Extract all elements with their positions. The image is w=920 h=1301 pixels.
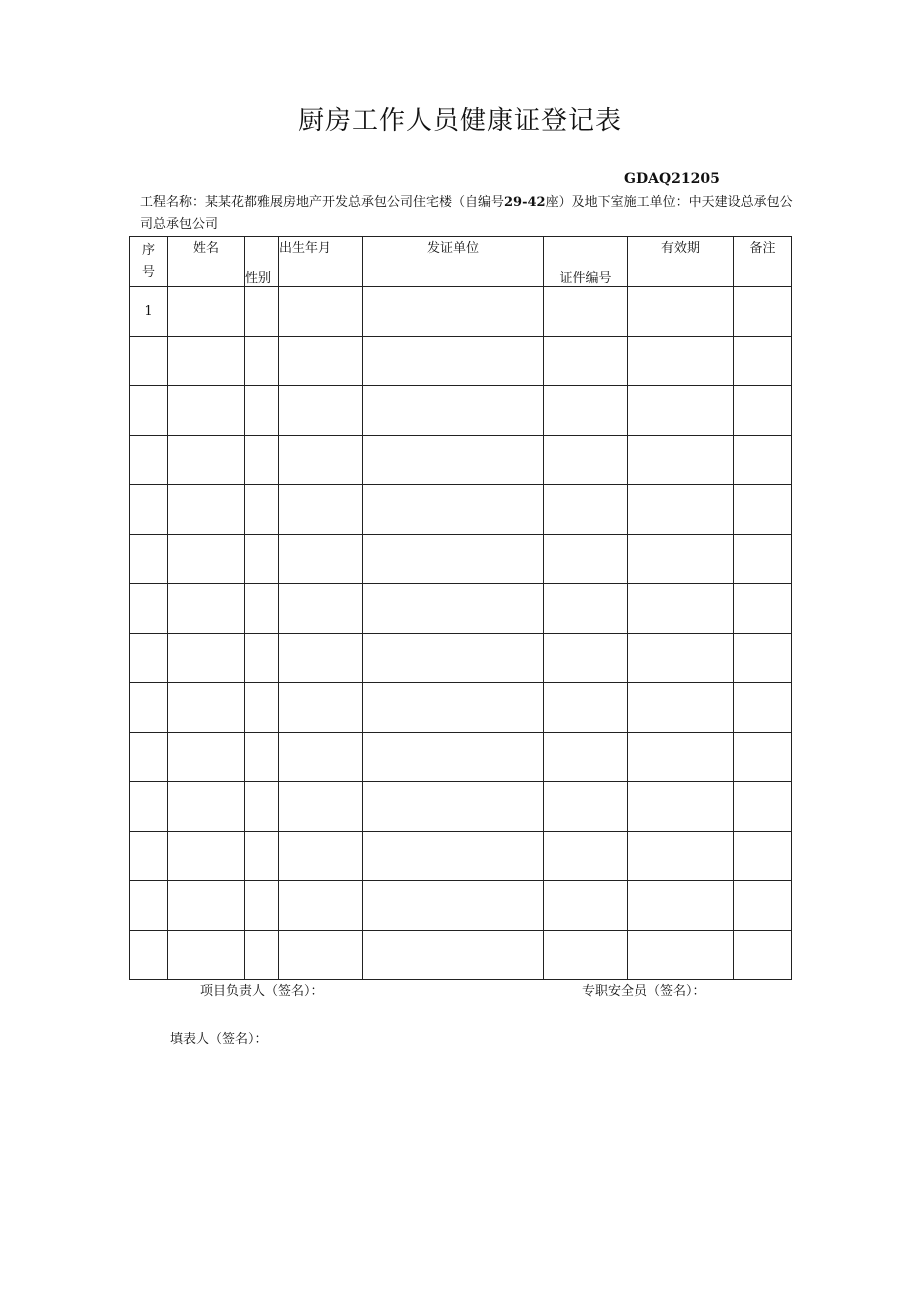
- cell-cert-no: [544, 584, 628, 634]
- cell-remark: [734, 336, 792, 386]
- cell-name: [168, 534, 245, 584]
- cell-valid: [628, 881, 734, 931]
- cell-birth: [279, 930, 363, 980]
- cell-valid: [628, 732, 734, 782]
- page-title: 厨房工作人员健康证登记表: [297, 106, 622, 136]
- cell-issuer: [363, 831, 544, 881]
- cell-issuer: [363, 336, 544, 386]
- header-remark: 备注: [734, 237, 792, 287]
- cell-valid: [628, 386, 734, 436]
- cell-cert-no: [544, 534, 628, 584]
- cell-valid: [628, 930, 734, 980]
- cell-seq: [130, 831, 168, 881]
- cell-seq: [130, 683, 168, 733]
- cell-birth: [279, 435, 363, 485]
- cell-name: [168, 782, 245, 832]
- cell-cert-no: [544, 485, 628, 535]
- cell-valid: [628, 683, 734, 733]
- cell-sex: [245, 287, 279, 337]
- cell-sex: [245, 732, 279, 782]
- cell-remark: [734, 435, 792, 485]
- cell-name: [168, 485, 245, 535]
- cell-seq: [130, 534, 168, 584]
- cell-birth: [279, 336, 363, 386]
- cell-remark: [734, 683, 792, 733]
- cell-valid: [628, 287, 734, 337]
- cell-seq: 1: [130, 287, 168, 337]
- cell-name: [168, 584, 245, 634]
- cell-sex: [245, 485, 279, 535]
- table-row: [130, 633, 792, 683]
- project-prefix: 工程名称：某某花都雅展房地产开发总承包公司住宅楼（自编号: [140, 195, 505, 210]
- table-row: [130, 782, 792, 832]
- project-suffix: 座）及地下室施工单位：中天建设总承包公司总承包公司: [140, 195, 793, 232]
- cell-birth: [279, 732, 363, 782]
- header-birth: 出生年月: [279, 237, 363, 287]
- cell-cert-no: [544, 336, 628, 386]
- cell-name: [168, 831, 245, 881]
- cell-seq: [130, 930, 168, 980]
- table-row: [130, 683, 792, 733]
- table-row: [130, 584, 792, 634]
- cell-seq: [130, 584, 168, 634]
- cell-cert-no: [544, 930, 628, 980]
- cell-remark: [734, 386, 792, 436]
- cell-seq: [130, 386, 168, 436]
- cell-sex: [245, 534, 279, 584]
- table-row: [130, 336, 792, 386]
- cell-name: [168, 435, 245, 485]
- cell-sex: [245, 336, 279, 386]
- cell-valid: [628, 831, 734, 881]
- cell-cert-no: [544, 435, 628, 485]
- project-info: [140, 192, 800, 236]
- cell-valid: [628, 435, 734, 485]
- cell-valid: [628, 782, 734, 832]
- cell-sex: [245, 683, 279, 733]
- cell-remark: [734, 534, 792, 584]
- header-name: 姓名: [168, 237, 245, 287]
- cell-cert-no: [544, 782, 628, 832]
- cell-seq: [130, 336, 168, 386]
- cell-issuer: [363, 930, 544, 980]
- cell-issuer: [363, 584, 544, 634]
- cell-cert-no: [544, 683, 628, 733]
- cell-remark: [734, 584, 792, 634]
- header-validity: 有效期: [628, 237, 734, 287]
- table-row: [130, 386, 792, 436]
- cell-sex: [245, 386, 279, 436]
- cell-sex: [245, 782, 279, 832]
- cell-birth: [279, 485, 363, 535]
- project-number: 29-42: [504, 195, 546, 210]
- registration-table: [129, 236, 792, 980]
- cell-issuer: [363, 683, 544, 733]
- header-cert-no: 证件编号: [544, 237, 628, 287]
- cell-birth: [279, 534, 363, 584]
- cell-sex: [245, 930, 279, 980]
- cell-valid: [628, 584, 734, 634]
- table-row: [130, 485, 792, 535]
- cell-seq: [130, 881, 168, 931]
- cell-seq: [130, 782, 168, 832]
- cell-cert-no: [544, 831, 628, 881]
- cell-birth: [279, 287, 363, 337]
- document-code: GDAQ21205: [624, 171, 720, 187]
- header-row: [130, 237, 792, 287]
- cell-seq: [130, 633, 168, 683]
- cell-issuer: [363, 732, 544, 782]
- cell-valid: [628, 534, 734, 584]
- cell-seq: [130, 485, 168, 535]
- cell-remark: [734, 831, 792, 881]
- cell-birth: [279, 881, 363, 931]
- cell-name: [168, 881, 245, 931]
- cell-birth: [279, 782, 363, 832]
- cell-birth: [279, 584, 363, 634]
- cell-name: [168, 930, 245, 980]
- cell-remark: [734, 732, 792, 782]
- cell-name: [168, 336, 245, 386]
- cell-issuer: [363, 287, 544, 337]
- cell-remark: [734, 485, 792, 535]
- cell-cert-no: [544, 732, 628, 782]
- cell-issuer: [363, 534, 544, 584]
- header-seq-line1: 序: [141, 242, 155, 258]
- cell-birth: [279, 831, 363, 881]
- cell-remark: [734, 881, 792, 931]
- header-sex: 性别: [245, 237, 279, 287]
- header-issuer: 发证单位: [363, 237, 544, 287]
- cell-sex: [245, 584, 279, 634]
- cell-name: [168, 683, 245, 733]
- cell-issuer: [363, 881, 544, 931]
- table-row: [130, 534, 792, 584]
- table-row: [130, 831, 792, 881]
- cell-birth: [279, 633, 363, 683]
- cell-sex: [245, 831, 279, 881]
- table-row: [130, 435, 792, 485]
- cell-seq: [130, 732, 168, 782]
- header-seq: [130, 237, 168, 287]
- cell-cert-no: [544, 881, 628, 931]
- cell-valid: [628, 633, 734, 683]
- safety-officer-signature: 专职安全员（签名）：: [582, 984, 706, 999]
- cell-issuer: [363, 386, 544, 436]
- cell-sex: [245, 881, 279, 931]
- cell-remark: [734, 782, 792, 832]
- cell-cert-no: [544, 386, 628, 436]
- cell-cert-no: [544, 633, 628, 683]
- cell-name: [168, 633, 245, 683]
- cell-valid: [628, 336, 734, 386]
- cell-birth: [279, 386, 363, 436]
- table-row: [130, 881, 792, 931]
- cell-remark: [734, 930, 792, 980]
- cell-remark: [734, 633, 792, 683]
- cell-issuer: [363, 435, 544, 485]
- project-manager-signature: 项目负责人（签名）：: [200, 984, 324, 999]
- cell-birth: [279, 683, 363, 733]
- form-filler-signature: 填表人（签名）：: [170, 1032, 268, 1047]
- header-seq-line2: 号: [141, 264, 155, 280]
- table-row: [130, 732, 792, 782]
- table-row: [130, 930, 792, 980]
- cell-sex: [245, 633, 279, 683]
- cell-issuer: [363, 485, 544, 535]
- cell-valid: [628, 485, 734, 535]
- table-row: [130, 287, 792, 337]
- cell-name: [168, 386, 245, 436]
- cell-issuer: [363, 633, 544, 683]
- cell-cert-no: [544, 287, 628, 337]
- cell-name: [168, 732, 245, 782]
- cell-sex: [245, 435, 279, 485]
- cell-issuer: [363, 782, 544, 832]
- cell-remark: [734, 287, 792, 337]
- cell-seq: [130, 435, 168, 485]
- cell-name: [168, 287, 245, 337]
